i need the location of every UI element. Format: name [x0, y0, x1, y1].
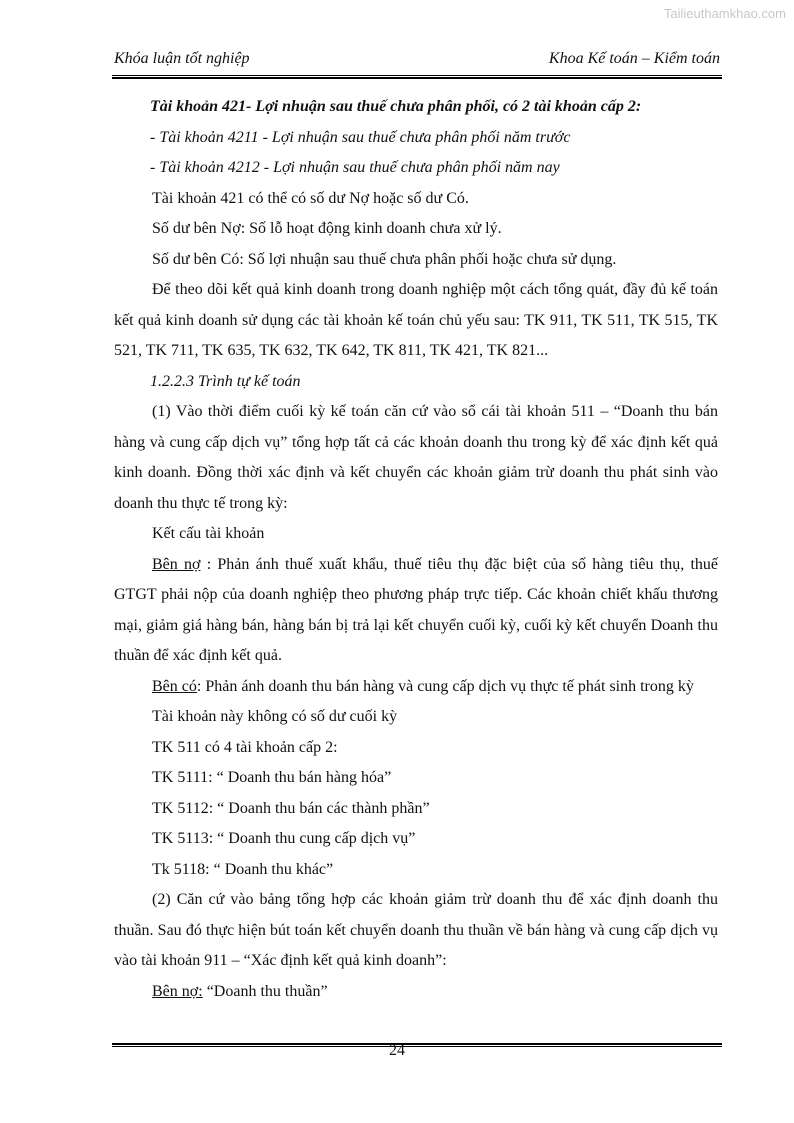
page-header	[114, 48, 720, 74]
sub-account-4212: - Tài khoản 4212 - Lợi nhuận sau thuế chưa phân phối năm nay	[150, 159, 560, 176]
list-item: TK 5113: “ Doanh thu cung cấp dịch vụ”	[152, 830, 416, 847]
header-divider	[112, 75, 722, 79]
paragraph-debit-side	[114, 550, 718, 672]
watermark: Tailieuthamkhao.com	[663, 6, 786, 21]
debit-label: Bên nợ	[152, 555, 201, 573]
paragraph-balance: Tài khoản 421 có thể có số dư Nợ hoặc số dư Có.	[152, 189, 469, 207]
credit-text: : Phản ánh doanh thu bán hàng và cung cấp dịch vụ thực tế phát sinh trong kỳ	[196, 677, 694, 695]
sub-account-4211: - Tài khoản 4211 - Lợi nhuận sau thuế chưa phân phối năm trước	[150, 128, 571, 146]
account-421-heading: Tài khoản 421- Lợi nhuận sau thuế chưa phân phối, có 2 tài khoản cấp 2:	[150, 98, 642, 115]
debit-text: : Phản ánh thuế xuất khẩu, thuế tiêu thụ đặc biệt của số hàng tiêu thụ, thuế GTGT phải nộp của doanh nghiệp theo phương pháp trực tiếp. Các khoản chiết khấu thương mại, giảm giá hàng bán, hàng bán bị trả lại kết chuyển cuối kỳ, cuối kỳ kết chuyển Doanh thu thuần để xác định kết quả.	[114, 555, 719, 664]
section-heading: 1.2.2.3 Trình tự kế toán	[150, 372, 301, 390]
paragraph-structure: Kết cấu tài khoản	[152, 525, 265, 542]
paragraph-debit-balance: Số dư bên Nợ: Số lỗ hoạt động kinh doanh chưa xử lý.	[152, 220, 502, 237]
paragraph-step-1: (1) Vào thời điểm cuối kỳ kế toán căn cứ vào sổ cái tài khoản 511 – “Doanh thu bán hàng và cung cấp dịch vụ” tổng hợp tất cả các khoản doanh thu trong kỳ để xác định kết quả kinh doanh. Đồng thời xác định và kết chuyển các khoản giảm trừ doanh thu phát sinh vào doanh thu thực tế trong kỳ:	[114, 403, 718, 512]
credit-label: Bên có	[152, 677, 197, 695]
header-left-title: Khóa luận tốt nghiệp	[114, 50, 250, 67]
paragraph-accounts-used: Để theo dõi kết quả kinh doanh trong doanh nghiệp một cách tổng quát, đầy đủ kế toán kết quả kinh doanh sử dụng các tài khoản kế toán chủ yếu sau: TK 911, TK 511, TK 515, TK 521, TK 711, TK 635, TK 632, TK 642, TK 811, TK 421, TK 821...	[114, 281, 718, 359]
paragraph-tk511: TK 511 có 4 tài khoản cấp 2:	[152, 738, 338, 756]
list-item: TK 5112: “ Doanh thu bán các thành phần”	[152, 799, 430, 817]
page-body	[114, 92, 718, 1007]
list-item: TK 5111: “ Doanh thu bán hàng hóa”	[152, 769, 392, 786]
paragraph-credit-balance: Số dư bên Có: Số lợi nhuận sau thuế chưa phân phối hoặc chưa sử dụng.	[152, 250, 617, 268]
header-right-title: Khoa Kế toán – Kiểm toán	[548, 50, 720, 67]
paragraph-no-balance: Tài khoản này không có số dư cuối kỳ	[152, 708, 398, 725]
list-item: Tk 5118: “ Doanh thu khác”	[152, 860, 334, 878]
paragraph-credit-side	[114, 672, 718, 703]
page-number: 24	[389, 1042, 405, 1059]
paragraph-debit-net	[114, 977, 718, 1008]
paragraph-step-2: (2) Căn cứ vào bảng tổng hợp các khoản giảm trừ doanh thu để xác định doanh thu thuần. Sau đó thực hiện bút toán kết chuyển doanh thu thuần về bán hàng và cung cấp dịch vụ vào tài khoản 911 – “Xác định kết quả kinh doanh”:	[114, 891, 718, 969]
debit-net-label: Bên nợ:	[152, 982, 203, 1000]
debit-net-text: “Doanh thu thuần”	[202, 982, 328, 1000]
